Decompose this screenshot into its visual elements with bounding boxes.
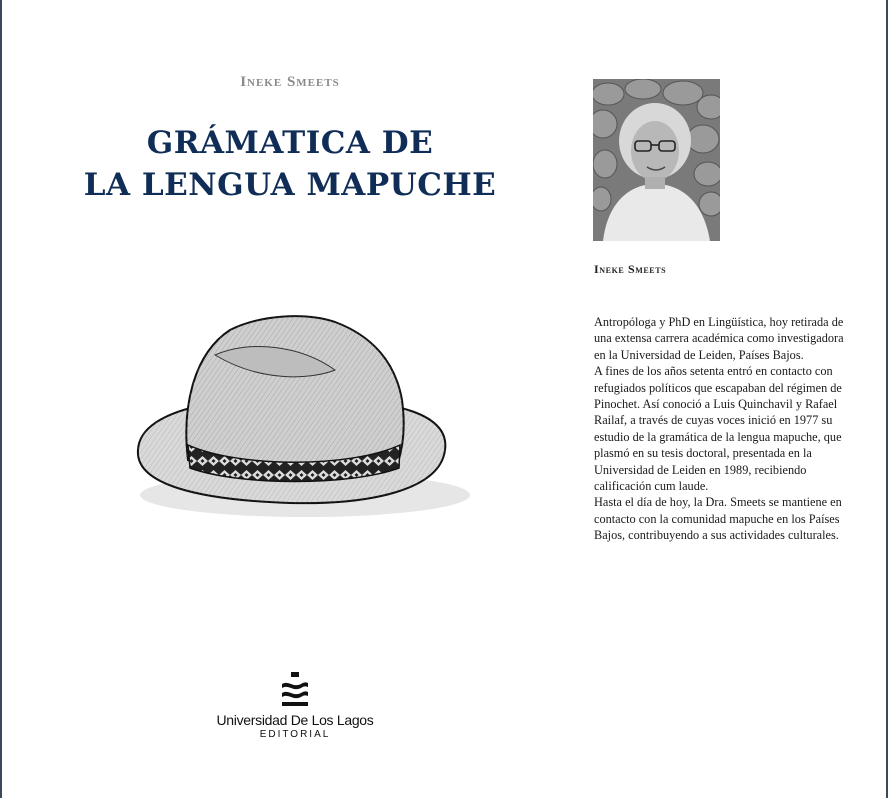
publisher-name: Universidad De Los Lagos	[216, 712, 374, 728]
author-portrait	[593, 79, 720, 241]
publisher-imprint: EDITORIAL	[259, 729, 331, 740]
university-logo-icon	[280, 672, 310, 708]
bio-paragraph-1: Antropóloga y PhD en Lingüística, hoy retirada de una extensa carrera académica como investigadora en la Universidad de Leiden, Países Bajos.	[594, 315, 844, 362]
title-line-1: GRÁMATICA DE	[146, 125, 434, 161]
publisher-logo	[210, 672, 380, 740]
hat-illustration	[120, 300, 480, 530]
bio-paragraph-3: Hasta el día de hoy, la Dra. Smeets se mantiene en contacto con la comunidad mapuche en los Países Bajos, contribuyendo a sus actividades culturales.	[594, 495, 842, 543]
title-line-2: LA LENGUA MAPUCHE	[83, 167, 497, 203]
book-title	[60, 122, 520, 206]
author-bio	[594, 314, 844, 544]
bio-paragraph-2: A fines de los años setenta entró en contacto con refugiados políticos que escapaban del régimen de Pinochet. Así conoció a Luis Quinchavil y Rafael Railaf, a través de cuyas voces inició en 1977 su estudio de la gramática de la lengua mapuche, que plasmó en su tesis doctoral, presentada en la Universidad de Leiden en 1989, recibiendo calificación cum laude.	[594, 364, 842, 494]
left-edge	[0, 0, 2, 798]
flap-author: Ineke Smeets	[594, 262, 667, 276]
cover-author: Ineke Smeets	[240, 74, 340, 90]
